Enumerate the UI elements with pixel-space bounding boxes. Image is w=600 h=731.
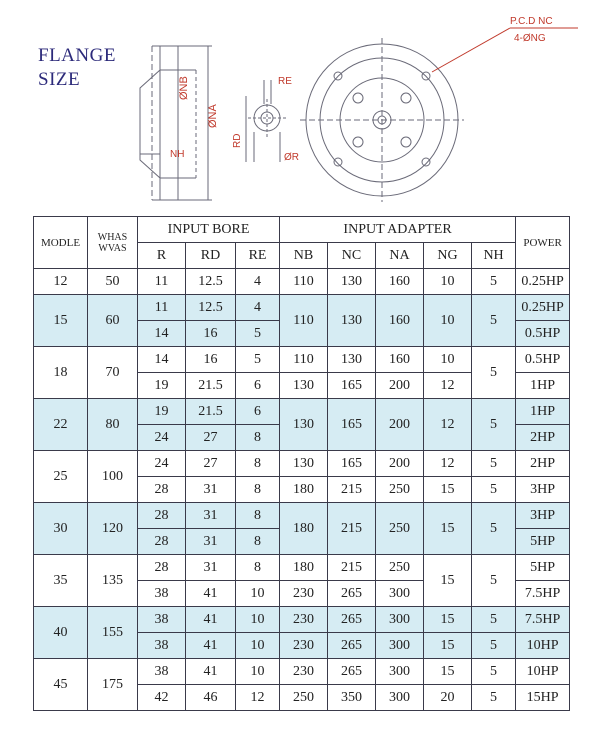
cell-nh: 5 [472, 659, 516, 685]
cell-power: 10HP [516, 659, 570, 685]
cell-model: 22 [34, 399, 88, 451]
cell-nb: 130 [280, 399, 328, 451]
cell-re: 8 [236, 529, 280, 555]
cell-power: 5HP [516, 555, 570, 581]
cell-nc: 265 [328, 633, 376, 659]
cell-re: 8 [236, 555, 280, 581]
cell-r: 42 [138, 685, 186, 711]
cell-nh: 5 [472, 347, 516, 399]
cell-r: 38 [138, 659, 186, 685]
cell-whas: 80 [88, 399, 138, 451]
cell-nb: 230 [280, 581, 328, 607]
nh-label: NH [170, 149, 185, 160]
cell-nh: 5 [472, 451, 516, 477]
cell-model: 12 [34, 269, 88, 295]
cell-power: 1HP [516, 399, 570, 425]
cell-r: 38 [138, 581, 186, 607]
cell-ng: 15 [424, 555, 472, 607]
cell-ng: 12 [424, 373, 472, 399]
cell-nc: 165 [328, 451, 376, 477]
cell-ng: 10 [424, 295, 472, 347]
cell-model: 25 [34, 451, 88, 503]
cell-nb: 230 [280, 633, 328, 659]
cell-nc: 165 [328, 399, 376, 451]
cell-whas: 50 [88, 269, 138, 295]
header-re: RE [236, 243, 280, 269]
cell-rd: 16 [186, 347, 236, 373]
cell-nh: 5 [472, 503, 516, 555]
cell-nb: 110 [280, 269, 328, 295]
header-whas-line1: WHAS [97, 231, 128, 243]
cell-nb: 180 [280, 477, 328, 503]
table-header [34, 217, 570, 269]
cell-rd: 31 [186, 477, 236, 503]
cell-nh: 5 [472, 607, 516, 633]
header-power: POWER [516, 217, 570, 269]
cell-power: 0.25HP [516, 269, 570, 295]
na-label: ØNA [207, 104, 219, 128]
cell-nc: 265 [328, 659, 376, 685]
cell-power: 0.25HP [516, 295, 570, 321]
header-whas [88, 217, 138, 269]
cell-r: 11 [138, 269, 186, 295]
cell-ng: 12 [424, 399, 472, 451]
cell-rd: 31 [186, 503, 236, 529]
flange-drawing [0, 0, 600, 215]
cell-na: 200 [376, 373, 424, 399]
cell-r: 38 [138, 633, 186, 659]
cell-nc: 130 [328, 269, 376, 295]
cell-rd: 41 [186, 607, 236, 633]
cell-nh: 5 [472, 555, 516, 607]
cell-na: 300 [376, 581, 424, 607]
header-input-adapter: INPUT ADAPTER [280, 217, 516, 243]
cell-ng: 12 [424, 451, 472, 477]
cell-na: 250 [376, 555, 424, 581]
r-label: ØR [284, 152, 299, 163]
cell-re: 12 [236, 685, 280, 711]
cell-nh: 5 [472, 399, 516, 451]
header-model: MODLE [34, 217, 88, 269]
cell-ng: 20 [424, 685, 472, 711]
cell-nc: 265 [328, 607, 376, 633]
cell-re: 8 [236, 503, 280, 529]
cell-na: 300 [376, 633, 424, 659]
cell-whas: 70 [88, 347, 138, 399]
cell-whas: 155 [88, 607, 138, 659]
cell-rd: 21.5 [186, 373, 236, 399]
cell-r: 28 [138, 503, 186, 529]
cell-re: 6 [236, 399, 280, 425]
header-input-bore: INPUT BORE [138, 217, 280, 243]
cell-r: 24 [138, 451, 186, 477]
cell-nb: 130 [280, 451, 328, 477]
cell-re: 10 [236, 659, 280, 685]
cell-re: 5 [236, 321, 280, 347]
cell-rd: 21.5 [186, 399, 236, 425]
table-row [34, 451, 570, 477]
nb-label: ØNB [178, 76, 190, 100]
cell-na: 250 [376, 477, 424, 503]
cell-nb: 180 [280, 555, 328, 581]
cell-na: 160 [376, 295, 424, 347]
cell-power: 3HP [516, 477, 570, 503]
cell-nb: 250 [280, 685, 328, 711]
cell-re: 10 [236, 581, 280, 607]
cell-nc: 265 [328, 581, 376, 607]
cell-power: 7.5HP [516, 581, 570, 607]
cell-nb: 230 [280, 607, 328, 633]
cell-power: 0.5HP [516, 347, 570, 373]
cell-rd: 41 [186, 581, 236, 607]
cell-r: 28 [138, 529, 186, 555]
cell-na: 200 [376, 451, 424, 477]
cell-power: 2HP [516, 451, 570, 477]
cell-nh: 5 [472, 295, 516, 347]
cell-na: 250 [376, 503, 424, 555]
cell-whas: 60 [88, 295, 138, 347]
cell-ng: 15 [424, 659, 472, 685]
flange-size-table [33, 216, 570, 711]
cell-r: 19 [138, 373, 186, 399]
cell-model: 40 [34, 607, 88, 659]
cell-re: 10 [236, 607, 280, 633]
re-label: RE [278, 76, 292, 87]
rd-label: RD [232, 133, 243, 148]
cell-rd: 41 [186, 633, 236, 659]
title-line-1: FLANGE [38, 45, 116, 66]
header-ng: NG [424, 243, 472, 269]
title-line-2: SIZE [38, 69, 81, 90]
flange-side-view [140, 46, 212, 200]
table-row [34, 607, 570, 633]
cell-power: 0.5HP [516, 321, 570, 347]
cell-r: 14 [138, 321, 186, 347]
cell-model: 15 [34, 295, 88, 347]
table-row [34, 347, 570, 373]
cell-re: 8 [236, 425, 280, 451]
cell-na: 160 [376, 269, 424, 295]
cell-rd: 41 [186, 659, 236, 685]
cell-power: 7.5HP [516, 607, 570, 633]
header-nc: NC [328, 243, 376, 269]
cell-nb: 230 [280, 659, 328, 685]
cell-rd: 31 [186, 529, 236, 555]
table-row [34, 399, 570, 425]
shaft-bore-view [246, 80, 286, 162]
cell-re: 6 [236, 373, 280, 399]
cell-r: 24 [138, 425, 186, 451]
cell-nb: 130 [280, 373, 328, 399]
cell-power: 3HP [516, 503, 570, 529]
cell-nc: 215 [328, 477, 376, 503]
cell-ng: 15 [424, 633, 472, 659]
table-row [34, 269, 570, 295]
table-row [34, 295, 570, 321]
cell-model: 18 [34, 347, 88, 399]
cell-nh: 5 [472, 685, 516, 711]
table-body [34, 269, 570, 711]
header-whas-line2: WVAS [98, 242, 127, 254]
cell-nc: 215 [328, 555, 376, 581]
pcd-label: P.C.D NC [510, 16, 553, 27]
cell-rd: 12.5 [186, 295, 236, 321]
cell-power: 5HP [516, 529, 570, 555]
cell-rd: 16 [186, 321, 236, 347]
cell-re: 4 [236, 295, 280, 321]
table-row [34, 555, 570, 581]
cell-re: 10 [236, 633, 280, 659]
cell-na: 200 [376, 399, 424, 451]
cell-nc: 350 [328, 685, 376, 711]
cell-na: 160 [376, 347, 424, 373]
ng-holes-label: 4-ØNG [514, 33, 546, 44]
cell-whas: 100 [88, 451, 138, 503]
cell-rd: 12.5 [186, 269, 236, 295]
cell-nb: 180 [280, 503, 328, 555]
cell-nb: 110 [280, 295, 328, 347]
cell-power: 10HP [516, 633, 570, 659]
cell-model: 35 [34, 555, 88, 607]
cell-model: 45 [34, 659, 88, 711]
header-rd: RD [186, 243, 236, 269]
header-nh: NH [472, 243, 516, 269]
cell-rd: 46 [186, 685, 236, 711]
cell-power: 2HP [516, 425, 570, 451]
cell-na: 300 [376, 607, 424, 633]
cell-re: 8 [236, 477, 280, 503]
cell-power: 15HP [516, 685, 570, 711]
header-na: NA [376, 243, 424, 269]
table-row [34, 659, 570, 685]
table-row [34, 503, 570, 529]
cell-nc: 130 [328, 347, 376, 373]
cell-ng: 15 [424, 503, 472, 555]
flange-front-view [300, 28, 578, 202]
cell-rd: 27 [186, 425, 236, 451]
cell-na: 300 [376, 659, 424, 685]
cell-ng: 15 [424, 607, 472, 633]
cell-model: 30 [34, 503, 88, 555]
cell-nh: 5 [472, 269, 516, 295]
cell-re: 5 [236, 347, 280, 373]
cell-na: 300 [376, 685, 424, 711]
cell-nc: 165 [328, 373, 376, 399]
cell-re: 8 [236, 451, 280, 477]
cell-whas: 120 [88, 503, 138, 555]
cell-r: 38 [138, 607, 186, 633]
cell-r: 19 [138, 399, 186, 425]
cell-power: 1HP [516, 373, 570, 399]
cell-nb: 110 [280, 347, 328, 373]
cell-r: 28 [138, 555, 186, 581]
cell-rd: 31 [186, 555, 236, 581]
cell-nh: 5 [472, 477, 516, 503]
cell-nc: 130 [328, 295, 376, 347]
cell-nh: 5 [472, 633, 516, 659]
cell-r: 14 [138, 347, 186, 373]
cell-whas: 135 [88, 555, 138, 607]
cell-rd: 27 [186, 451, 236, 477]
cell-ng: 10 [424, 347, 472, 373]
cell-nc: 215 [328, 503, 376, 555]
cell-ng: 15 [424, 477, 472, 503]
cell-ng: 10 [424, 269, 472, 295]
cell-re: 4 [236, 269, 280, 295]
header-r: R [138, 243, 186, 269]
cell-whas: 175 [88, 659, 138, 711]
cell-r: 28 [138, 477, 186, 503]
cell-r: 11 [138, 295, 186, 321]
header-nb: NB [280, 243, 328, 269]
